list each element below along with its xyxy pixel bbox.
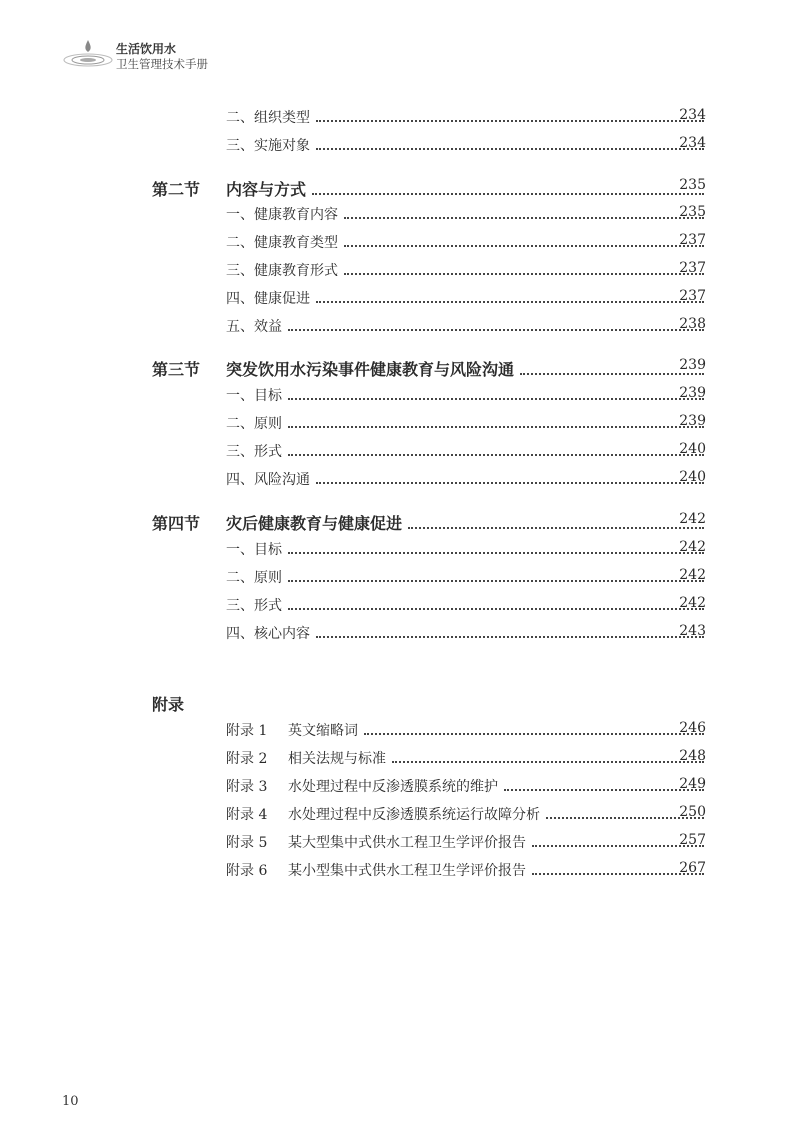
toc-entry[interactable] (226, 567, 704, 587)
section-number: 第二节 (152, 180, 201, 199)
dot-leader (316, 120, 704, 122)
toc-entry-label: 四、核心内容 (226, 626, 310, 642)
toc-entry-label: 内容与方式 (226, 180, 307, 199)
toc-page-number: 239 (679, 413, 706, 429)
toc-item-row[interactable] (0, 413, 800, 437)
appendix-entry-label: 某大型集中式供水工程卫生学评价报告 (288, 835, 526, 851)
toc-entry[interactable] (226, 595, 704, 615)
toc-item-row[interactable] (0, 288, 800, 312)
toc-entry[interactable] (226, 623, 704, 643)
dot-leader (316, 148, 704, 150)
dot-leader (344, 217, 704, 219)
appendix-page-number: 267 (679, 860, 706, 876)
dot-leader (288, 329, 704, 331)
dot-leader (408, 527, 704, 529)
toc-entry[interactable] (226, 511, 704, 534)
dot-leader (316, 301, 704, 303)
appendix-heading: 附录 (152, 695, 185, 714)
toc-section-row[interactable] (0, 177, 800, 201)
toc-entry[interactable] (226, 135, 704, 155)
toc-entry[interactable] (226, 469, 704, 489)
appendix-entry-label: 英文缩略词 (288, 723, 358, 739)
dot-leader (312, 193, 704, 195)
toc-entry-label: 四、健康促进 (226, 291, 310, 307)
appendix-page-number: 249 (679, 776, 706, 792)
appendix-entry[interactable] (226, 832, 704, 852)
toc-entry-label: 一、健康教育内容 (226, 207, 338, 223)
running-header (62, 34, 242, 78)
toc-item-row[interactable] (0, 539, 800, 563)
toc-page-number: 235 (679, 204, 706, 220)
toc-page-number: 242 (679, 595, 706, 611)
toc-page-number: 237 (679, 260, 706, 276)
toc-page-number: 238 (679, 316, 706, 332)
toc-entry-label: 二、原则 (226, 416, 282, 432)
book-title-line2: 卫生管理技术手册 (116, 57, 208, 71)
dot-leader (520, 373, 704, 375)
section-number: 第三节 (152, 360, 201, 379)
toc-entry[interactable] (226, 413, 704, 433)
toc-entry-label: 三、健康教育形式 (226, 263, 338, 279)
toc-entry[interactable] (226, 204, 704, 224)
appendix-page-number: 248 (679, 748, 706, 764)
toc-entry[interactable] (226, 539, 704, 559)
appendix-entry[interactable] (226, 720, 704, 740)
toc-page-number: 234 (679, 107, 706, 123)
dot-leader (288, 426, 704, 428)
toc-entry[interactable] (226, 357, 704, 380)
toc-item-row[interactable] (0, 232, 800, 256)
appendix-row[interactable] (0, 776, 800, 800)
appendix-entry-label: 水处理过程中反渗透膜系统的维护 (288, 779, 498, 795)
toc-page-number: 242 (679, 539, 706, 555)
toc-entry-label: 二、健康教育类型 (226, 235, 338, 251)
appendix-prefix: 附录 1 (226, 723, 268, 739)
toc-page-number: 235 (679, 177, 706, 193)
toc-entry[interactable] (226, 385, 704, 405)
book-title-line1: 生活饮用水 (116, 42, 177, 56)
toc-item-row[interactable] (0, 595, 800, 619)
appendix-page-number: 250 (679, 804, 706, 820)
dot-leader (504, 789, 704, 791)
appendix-prefix: 附录 4 (226, 807, 268, 823)
appendix-entry[interactable] (226, 748, 704, 768)
page-number: 10 (62, 1094, 79, 1109)
appendix-row[interactable] (0, 832, 800, 856)
appendix-prefix: 附录 5 (226, 835, 268, 851)
dot-leader (364, 733, 704, 735)
appendix-row[interactable] (0, 748, 800, 772)
toc-item-row[interactable] (0, 469, 800, 493)
appendix-page-number: 246 (679, 720, 706, 736)
toc-page-number: 243 (679, 623, 706, 639)
toc-page-number: 237 (679, 288, 706, 304)
toc-page-number: 240 (679, 441, 706, 457)
dot-leader (288, 580, 704, 582)
toc-entry-label: 突发饮用水污染事件健康教育与风险沟通 (226, 360, 515, 379)
appendix-prefix: 附录 2 (226, 751, 268, 767)
toc-page-number: 240 (679, 469, 706, 485)
toc-page-number: 239 (679, 357, 706, 373)
toc-entry[interactable] (226, 441, 704, 461)
toc-entry-label: 二、原则 (226, 570, 282, 586)
dot-leader (288, 454, 704, 456)
toc-entry-label: 一、目标 (226, 542, 282, 558)
toc-entry-label: 一、目标 (226, 388, 282, 404)
appendix-prefix: 附录 6 (226, 863, 268, 879)
toc-entry-label: 灾后健康教育与健康促进 (226, 514, 403, 533)
toc-entry-label: 四、风险沟通 (226, 472, 310, 488)
dot-leader (288, 608, 704, 610)
appendix-row[interactable] (0, 720, 800, 744)
toc-section-row[interactable] (0, 357, 800, 381)
toc-entry-label: 五、效益 (226, 319, 282, 335)
appendix-entry[interactable] (226, 776, 704, 796)
toc-entry[interactable] (226, 232, 704, 252)
water-drop-logo-icon (62, 38, 120, 72)
toc-item-row[interactable] (0, 135, 800, 159)
dot-leader (344, 245, 704, 247)
toc-item-row[interactable] (0, 316, 800, 340)
toc-item-row[interactable] (0, 204, 800, 228)
toc-page-number: 234 (679, 135, 706, 151)
appendix-entry-label: 水处理过程中反渗透膜系统运行故障分析 (288, 807, 540, 823)
toc-item-row[interactable] (0, 107, 800, 131)
toc-entry-label: 三、实施对象 (226, 138, 310, 154)
appendix-entry[interactable] (226, 804, 704, 824)
toc-item-row[interactable] (0, 623, 800, 647)
appendix-row[interactable] (0, 804, 800, 828)
appendix-prefix: 附录 3 (226, 779, 268, 795)
toc-page-number: 239 (679, 385, 706, 401)
toc-page-number: 242 (679, 511, 706, 527)
toc-entry[interactable] (226, 107, 704, 127)
dot-leader (288, 552, 704, 554)
toc-item-row[interactable] (0, 260, 800, 284)
toc-entry[interactable] (226, 260, 704, 280)
dot-leader (316, 482, 704, 484)
dot-leader (344, 273, 704, 275)
toc-item-row[interactable] (0, 567, 800, 591)
toc-entry[interactable] (226, 288, 704, 308)
dot-leader (316, 636, 704, 638)
toc-entry[interactable] (226, 316, 704, 336)
appendix-entry[interactable] (226, 860, 704, 880)
toc-entry-label: 三、形式 (226, 444, 282, 460)
appendix-page-number: 257 (679, 832, 706, 848)
toc-page-number: 242 (679, 567, 706, 583)
appendix-entry-label: 某小型集中式供水工程卫生学评价报告 (288, 863, 526, 879)
toc-entry-label: 二、组织类型 (226, 110, 310, 126)
toc-section-row[interactable] (0, 511, 800, 535)
dot-leader (392, 761, 704, 763)
toc-entry-label: 三、形式 (226, 598, 282, 614)
toc-item-row[interactable] (0, 385, 800, 409)
appendix-row[interactable] (0, 860, 800, 884)
toc-page-number: 237 (679, 232, 706, 248)
dot-leader (288, 398, 704, 400)
appendix-entry-label: 相关法规与标准 (288, 751, 386, 767)
toc-item-row[interactable] (0, 441, 800, 465)
toc-entry[interactable] (226, 177, 704, 200)
section-number: 第四节 (152, 514, 201, 533)
